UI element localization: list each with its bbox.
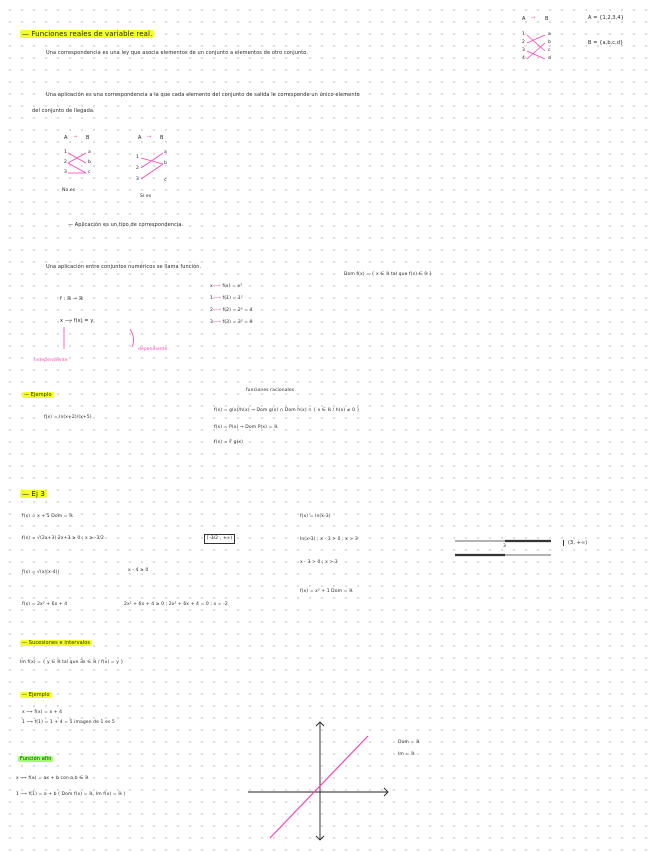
- ej3-right-1: f(x) = ln(x-3): [300, 514, 331, 519]
- diagram2-left-2: 2: [136, 166, 139, 171]
- diagram2-right-a: a: [164, 150, 167, 155]
- arrow-icon: →: [73, 134, 78, 140]
- diagram-right-d: d: [548, 56, 551, 61]
- number-line-label: 3: [503, 544, 506, 549]
- set-a: A = {1,2,3,4}: [588, 15, 624, 21]
- sucesion-label: — Sucesiones e intervalos: [22, 640, 91, 646]
- diagram1-arrows: [68, 152, 88, 176]
- ejemplo1-formula: f(x) = ln(x+2)/(x+5): [44, 415, 92, 420]
- diagram-left-4: 4: [522, 56, 525, 61]
- ejemplo2-line-2: 1 ⟶ f(1) = 1 + 4 = 5 imagen de 1 es 5: [22, 720, 115, 725]
- ej3-right-3: x - 3 > 0 ; x > 3: [300, 560, 338, 565]
- ej3-right-2: ln(x-3) ; x - 3 > 0 ; x > 3: [300, 537, 358, 542]
- ej3-label: — Ej 3: [22, 490, 45, 498]
- sucesion-text: Im f(x) = { y ∈ ℝ tal que ∃x ∈ ℝ / f(x) = y }: [20, 660, 124, 665]
- diagram-left-2: 2: [522, 40, 525, 45]
- diagram1-right-b: b: [88, 160, 91, 165]
- racionales-line-3: f(x) = ∜ g(x): [214, 440, 244, 445]
- graph-im: Im = ℝ: [398, 752, 415, 757]
- diagram2-b: B: [160, 135, 164, 141]
- afin-graph: [248, 722, 388, 852]
- diagram2-left-3: 3: [136, 177, 139, 182]
- table-row: 1 ⟶ f(1) = 1²: [210, 296, 243, 301]
- number-line: [455, 535, 555, 565]
- ej3-line-1: f(x) = x + 5 Dom = ℝ: [22, 514, 73, 519]
- diagram1-left-1: 1: [64, 150, 67, 155]
- dominio-def: Dom f(x) = { x ∈ ℝ tal que f(x) ∈ ℝ }: [344, 272, 433, 277]
- independiente-label: independiente: [34, 358, 68, 363]
- funcion-afin-line-2: 1 ⟶ f(1) = a + b ( Dom f(x) = ℝ, Im f(x) = ℝ ): [16, 792, 126, 797]
- diagram1-a: A: [64, 135, 68, 141]
- table-row: x ⟶ f(x) = x²: [210, 284, 243, 289]
- f-map: f : ℝ → ℝ: [60, 296, 83, 302]
- arrow-icon: →: [531, 15, 536, 21]
- ej3-right-4: f(x) = x² + 1 Dom = ℝ: [300, 589, 353, 594]
- ej3-line-4b: 2x² + 6x + 4 ≥ 0 ; 2x² + 6x + 4 = 0 ; x = -2: [124, 602, 228, 607]
- ej3-result-box: (3, +∞): [563, 540, 587, 546]
- diagram2-left-1: 1: [136, 155, 139, 160]
- diagram1-right-a: a: [88, 150, 91, 155]
- racionales-title: funciones racionales: [246, 388, 295, 393]
- diagram2-right-b: b: [164, 161, 167, 166]
- diagram2-a: A: [138, 135, 142, 141]
- diagram1-right-c: c: [88, 170, 91, 175]
- diagram1-left-3: 3: [64, 170, 67, 175]
- diagram-right-a: a: [548, 32, 551, 37]
- ejemplo2-label: — Ejemplo: [22, 692, 50, 698]
- racionales-line-1: f(x) = g(x)/h(x) → Dom g(x) ∩ Dom h(x) ∩ { x ∈ ℝ / h(x) ≠ 0 }: [214, 408, 360, 413]
- ej3-line-4: f(x) = 2x² + 6x + 4: [22, 602, 68, 607]
- diagram1-b: B: [86, 135, 90, 141]
- table-row: 2 ⟶ f(2) = 2² = 4: [210, 308, 253, 313]
- diagram-left-3: 3: [522, 48, 525, 53]
- arrow-icon: →: [147, 134, 152, 140]
- intro-text: Una correspondencia es una ley que asocia elementos de un conjunto a elementos de otro conjunto.: [46, 50, 309, 56]
- ej3-line-3: f(x) = √(x/(x-4)): [22, 570, 60, 575]
- ejemplo1-label: — Ejemplo: [24, 392, 52, 398]
- aplicacion-def-1: Una aplicación es una correspondencia a la que cada elemento del conjunto de salida le corresponde un único elemento: [46, 92, 360, 98]
- funcion-afin-label: Función afín: [20, 756, 52, 762]
- funcion-afin-line-1: x ⟶ f(x) = ax + b con a,b ∈ ℝ: [16, 776, 89, 781]
- diagram1-left-2: 2: [64, 160, 67, 165]
- diagram-right-c: c: [548, 48, 551, 53]
- diagram1-caption: No es: [62, 188, 76, 193]
- dependiente-label: dependiente: [138, 347, 168, 352]
- diagram2-right-c: c: [164, 178, 167, 183]
- top-right-mapping-arrows: [527, 33, 557, 63]
- racionales-line-2: f(x) = P(x) → Dom P(x) = ℝ: [214, 425, 278, 430]
- ej3-line-3b: x - 4 ≥ 0: [128, 568, 149, 573]
- variable-arrows: [60, 325, 140, 355]
- ej3-interval-box: [-3/2 , +∞): [204, 534, 235, 544]
- diagram2-arrows: [141, 152, 165, 182]
- table-row: 3 ⟶ f(3) = 3² = 9: [210, 320, 253, 325]
- diagram2-caption: Sí es: [140, 194, 152, 199]
- graph-dom: Dom = ℝ: [398, 740, 420, 745]
- ejemplo2-line-1: x ⟶ f(x) = x + 4: [22, 710, 63, 715]
- funcion-def: Una aplicación entre conjuntos numéricos se llama función.: [46, 264, 202, 270]
- diagram-right-b: b: [548, 40, 551, 45]
- top-right-a-label: A: [522, 16, 526, 22]
- aplicacion-def-2: del conjunto de llegada.: [32, 108, 95, 114]
- aplicacion-tipo: — Aplicación es un tipo de correspondencia.: [68, 222, 184, 228]
- set-b: B = {a,b,c,d}: [588, 40, 624, 46]
- top-right-b-label: B: [545, 16, 549, 22]
- ej3-line-2: f(x) = √(2x+3) 2x+3 ≥ 0 ; x ≥ -3/2: [22, 536, 104, 541]
- page-title: — Funciones reales de variable real.: [22, 30, 153, 38]
- diagram-left-1: 1: [522, 32, 525, 37]
- x-map: x ⟶ f(x) = y: [60, 318, 94, 324]
